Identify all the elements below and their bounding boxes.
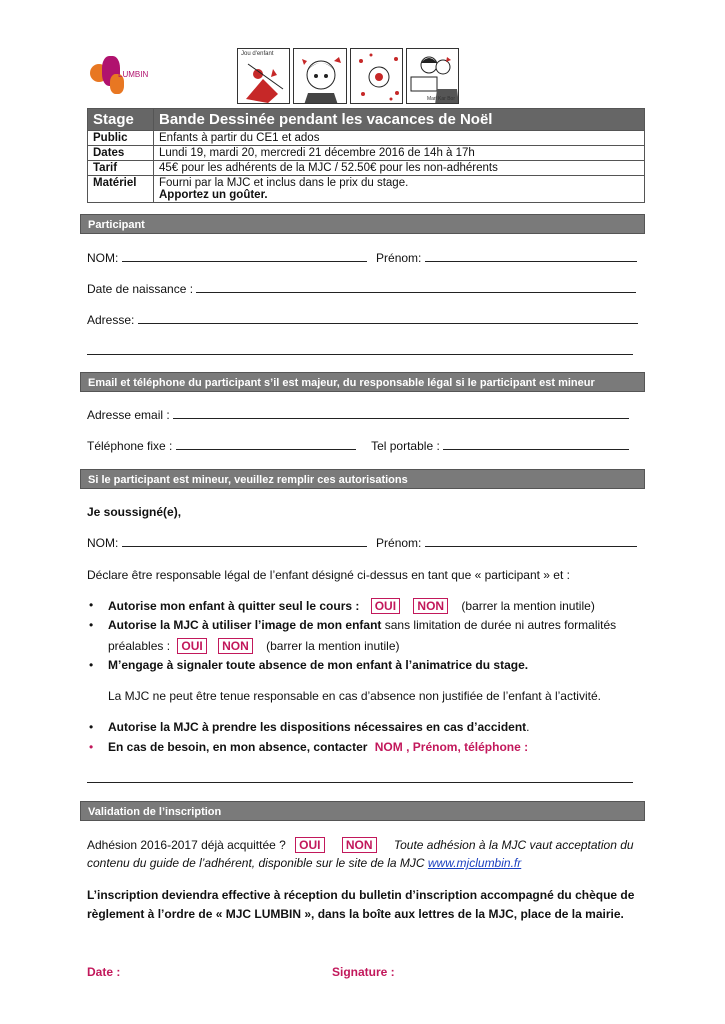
adhesion-non-option[interactable]: NON: [342, 837, 377, 853]
authorization-item-4-end: .: [526, 720, 530, 734]
phone-fixed-input[interactable]: [176, 439, 356, 450]
bullet-icon: •: [89, 658, 94, 672]
authorization-item-5-text: En cas de besoin, en mon absence, contacter: [108, 740, 368, 754]
non-option[interactable]: NON: [413, 598, 448, 614]
stage-header-row: [88, 109, 645, 131]
authorization-item-2-rest: sans limitation de durée ni autres formalités: [381, 618, 617, 632]
comic-panel-1-caption: Jou d'enfant: [241, 51, 274, 57]
adhesion-oui-option[interactable]: OUI: [295, 837, 324, 853]
adhesion-note-2: contenu du guide de l’adhérent, disponible sur le site de la MJC: [87, 856, 425, 870]
comic-panel-4: [406, 48, 459, 104]
birthdate-line: [87, 282, 636, 296]
stage-label: Stage: [88, 109, 154, 131]
mjc-logo: [88, 52, 158, 98]
table-row: [88, 161, 645, 176]
guardian-prenom-input[interactable]: [425, 536, 637, 547]
mobile-label: Tel portable :: [371, 439, 440, 453]
participant-name-line: [87, 251, 637, 265]
authorization-item-3: M’engage à signaler toute absence de mon enfant à l’animatrice du stage.: [108, 658, 529, 672]
guardian-name-line: [87, 536, 637, 550]
date-label: Date :: [87, 965, 121, 979]
authorization-item-5: [108, 740, 528, 754]
contact-placeholder: NOM , Prénom, téléphone :: [374, 740, 529, 754]
row-label: Tarif: [88, 161, 154, 176]
comic-drawing-2: [294, 49, 346, 104]
row-value: Enfants à partir du CE1 et ados: [154, 131, 645, 146]
authorization-item-4: [108, 720, 530, 734]
phone-fixed-label: Téléphone fixe :: [87, 439, 173, 453]
oui-option[interactable]: OUI: [177, 638, 206, 654]
inscription-effective-1: L’inscription deviendra effective à réception du bulletin d’inscription accompagné du chèque de: [87, 888, 635, 902]
address-input-2[interactable]: [87, 344, 633, 355]
mobile-input[interactable]: [443, 439, 629, 450]
absence-note: La MJC ne peut être tenue responsable en cas d’absence non justifiée de l’enfant à l’activité.: [108, 689, 601, 703]
address-line-2: [87, 344, 633, 358]
bullet-icon: •: [89, 740, 94, 754]
comic-panel-1: [237, 48, 290, 104]
mjc-website-link[interactable]: www.mjclumbin.fr: [427, 856, 522, 870]
comic-drawing-1: [238, 49, 290, 104]
address-label: Adresse:: [87, 313, 135, 327]
comic-panel-2: [293, 48, 346, 104]
table-row: [88, 131, 645, 146]
row-label: Dates: [88, 146, 154, 161]
stage-title: Bande Dessinée pendant les vacances de Noël: [154, 109, 645, 131]
bullet-icon: •: [89, 618, 94, 632]
adhesion-note-line-2: [87, 856, 521, 870]
adhesion-note-1: Toute adhésion à la MJC vaut acceptation du: [393, 838, 634, 852]
stage-info-table: [87, 108, 645, 203]
inscription-effective-2: règlement à l’ordre de « MJC LUMBIN », dans la boîte aux lettres de la MJC, place de la mairie.: [87, 907, 624, 921]
authorization-header: Si le participant est mineur, veuillez remplir ces autorisations: [80, 469, 645, 489]
email-label: Adresse email :: [87, 408, 170, 422]
declare-text: Déclare être responsable légal de l’enfant désigné ci-dessus en tant que « participant » et :: [87, 568, 570, 582]
authorization-item-4-text: Autorise la MJC à prendre les dispositions nécessaires en cas d’accident: [108, 720, 527, 734]
authorization-item-2: [108, 618, 616, 632]
authorization-item-2-bold: Autorise la MJC à utiliser l’image de mon enfant: [108, 618, 382, 632]
comic-drawing-3: [351, 49, 403, 104]
nom-label: NOM:: [87, 251, 119, 265]
phone-line: [87, 439, 629, 453]
barrer-note: (barrer la mention inutile): [461, 599, 595, 613]
table-row: [88, 146, 645, 161]
participant-header: Participant: [80, 214, 645, 234]
row-value: 45€ pour les adhérents de la MJC / 52.50€ pour les non-adhérents: [154, 161, 645, 176]
guardian-prenom-label: Prénom:: [376, 536, 422, 550]
contact-header: Email et téléphone du participant s’il est majeur, du responsable légal si le participant est mineur: [80, 372, 645, 392]
authorization-item-2-line-2: [108, 638, 399, 654]
row-label: Public: [88, 131, 154, 146]
row-label: Matériel: [88, 176, 154, 203]
guardian-nom-input[interactable]: [122, 536, 367, 547]
prenom-input[interactable]: [425, 251, 637, 262]
authorization-item-1-text: Autorise mon enfant à quitter seul le cours :: [108, 599, 360, 613]
comic-panel-3: [350, 48, 403, 104]
validation-header: Validation de l’inscription: [80, 801, 645, 821]
row-value: Lundi 19, mardi 20, mercredi 21 décembre 2016 de 14h à 17h: [154, 146, 645, 161]
birthdate-label: Date de naissance :: [87, 282, 194, 296]
emergency-contact-line: [87, 772, 633, 786]
row-value: [154, 176, 645, 203]
materiel-line-1: Fourni par la MJC et inclus dans le prix du stage.: [159, 177, 409, 189]
address-input[interactable]: [138, 313, 638, 324]
authorization-item-1: [108, 598, 595, 614]
nom-input[interactable]: [122, 251, 367, 262]
barrer-note: (barrer la mention inutile): [266, 639, 400, 653]
comic-panel-4-caption: Mari Kar Bor: [426, 96, 455, 102]
non-option[interactable]: NON: [218, 638, 253, 654]
prenom-label: Prénom:: [376, 251, 422, 265]
email-input[interactable]: [173, 408, 629, 419]
adhesion-label: Adhésion 2016-2017 déjà acquittée ?: [87, 838, 286, 852]
prealables-label: préalables :: [108, 639, 171, 653]
soussigne-text: Je soussigné(e),: [87, 505, 182, 519]
address-line: [87, 313, 638, 327]
signature-label: Signature :: [332, 965, 395, 979]
oui-option[interactable]: OUI: [371, 598, 400, 614]
emergency-contact-input[interactable]: [87, 772, 633, 783]
bullet-icon: •: [89, 720, 94, 734]
logo-text: LUMBIN: [118, 70, 149, 79]
birthdate-input[interactable]: [196, 282, 636, 293]
materiel-line-2: Apportez un goûter.: [159, 189, 268, 201]
table-row: [88, 176, 645, 203]
comic-strip: [237, 48, 459, 104]
bullet-icon: •: [89, 598, 94, 612]
email-line: [87, 408, 629, 422]
guardian-nom-label: NOM:: [87, 536, 119, 550]
adhesion-line: [87, 837, 634, 853]
